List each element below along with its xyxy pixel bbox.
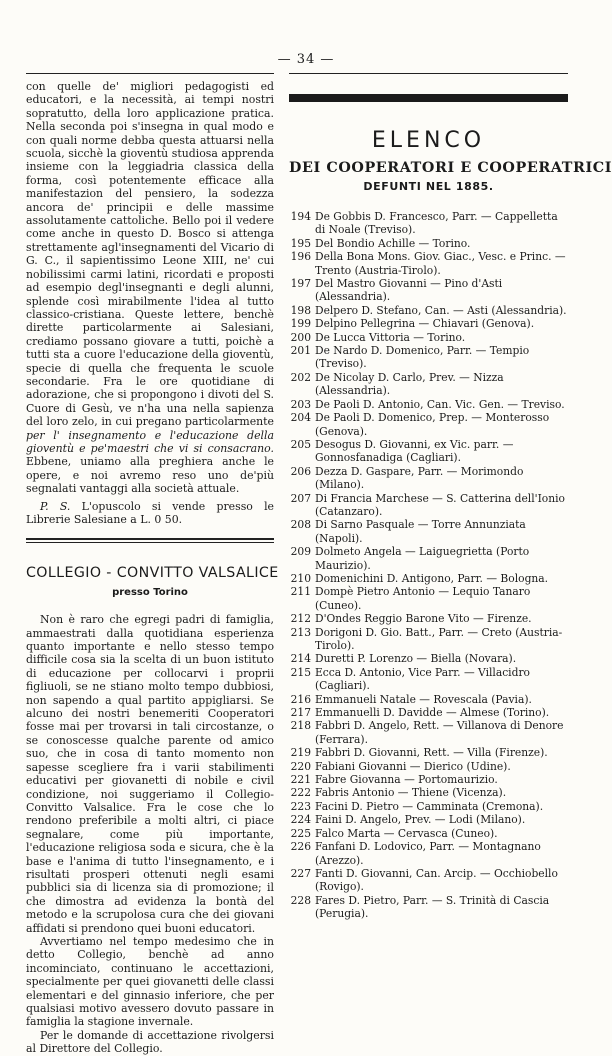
entry-number: 228 xyxy=(290,893,311,907)
entry-number: 220 xyxy=(290,759,311,773)
paragraph-collegio: Non è raro che egregi padri di famiglia, ammaestrati dalla quotidiana esperienza quanto importante e nello stesso tempo difficile cosa sia la scelta di un buon istituto di educazione per collocarvi i proprii figliuoli, se ne stiano molto tempo dubbiosi, non sapendo a qual partito appigliarsi. Se alcuno dei nostri benemeriti Cooperatori fosse mai per trovarsi in tali circostanze, o se conoscesse qualche parente od amico suo, che in cosa di tanto momento non sapesse scegliere fra i varii stabilimenti educativi per giovanetti di nobile e civil condizione, noi suggeriamo il Collegio-Convitto Valsalice. Fra le cose che lo rendono preferibile a molti altri, ci piace segnalare, come più importante, l'educazione religiosa soda e sicura, che è la base e l'anima di tutto l'insegnamento, e i risultati prosperi ottenuti negli esami pubblici sia di licenza sia di promozione; il che dimostra ad evidenza la bontà del metodo e la scrupolosa cura che dei giovani affidati si prendono quei buoni educatori. xyxy=(26,613,274,935)
entry-number: 221 xyxy=(290,773,311,787)
entry-number: 223 xyxy=(290,799,311,813)
entry-number: 205 xyxy=(290,437,311,451)
list-item xyxy=(289,237,568,250)
list-item xyxy=(289,438,568,465)
entry-number: 219 xyxy=(290,746,311,760)
entry-text: Falco Marta — Cervasca (Cuneo). xyxy=(315,826,498,840)
entry-list xyxy=(289,210,568,921)
postscript-text: L'opuscolo si vende presso le Librerie Salesiane a L. 0 50. xyxy=(26,499,274,526)
paragraph-domande: Per le domande di accettazione rivolgersi al Direttore del Collegio. xyxy=(26,1028,274,1056)
header-rule-left xyxy=(26,73,274,74)
list-item xyxy=(289,626,568,653)
entry-number: 202 xyxy=(290,370,311,384)
entry-number: 206 xyxy=(290,464,311,478)
entry-text: Dezza D. Gaspare, Parr. — Morimondo (Milano). xyxy=(315,464,524,492)
list-item xyxy=(289,371,568,398)
list-item xyxy=(289,719,568,746)
entry-number: 214 xyxy=(290,652,311,666)
heading-bar xyxy=(289,94,568,102)
cooperatori-heading: DEI COOPERATORI E COOPERATRICI xyxy=(289,160,612,176)
entry-text: Del Bondio Achille — Torino. xyxy=(315,236,471,250)
entry-text: Di Sarno Pasquale — Torre Annunziata (Napoli). xyxy=(315,518,526,545)
list-item xyxy=(289,666,568,693)
list-item xyxy=(289,760,568,773)
entry-number: 204 xyxy=(290,411,311,425)
list-item xyxy=(289,800,568,813)
entry-number: 207 xyxy=(290,491,311,505)
entry-text: Delpino Pellegrina — Chiavari (Genova). xyxy=(315,317,535,331)
entry-number: 208 xyxy=(290,518,311,532)
defunti-heading: DEFUNTI NEL 1885. xyxy=(363,180,494,193)
list-item xyxy=(289,746,568,759)
entry-text: De Nicolay D. Carlo, Prev. — Nizza (Alessandria). xyxy=(315,370,504,398)
page-number: — 34 — xyxy=(277,52,335,67)
list-item xyxy=(289,867,568,894)
paragraph-accettazioni: Avvertiamo nel tempo medesimo che in detto Collegio, benchè ad anno incominciato, continuano le accettazioni, specialmente per quei giovanetti delle classi elementari e del ginnasio inferiore, che per qualsiasi motivo avessero dovuto passare in famiglia la stagione invernale. xyxy=(26,934,274,1029)
list-item xyxy=(289,411,568,438)
entry-number: 227 xyxy=(290,866,311,880)
list-item xyxy=(289,773,568,786)
entry-text: De Paoli D. Antonio, Can. Vic. Gen. — Treviso. xyxy=(315,397,565,411)
entry-text: Fabiani Giovanni — Dierico (Udine). xyxy=(315,759,511,773)
entry-number: 198 xyxy=(290,303,311,317)
list-item xyxy=(289,518,568,545)
entry-text: Ecca D. Antonio, Vice Parr. — Villacidro (Cagliari). xyxy=(315,665,530,693)
entry-text: D'Ondes Reggio Barone Vito — Firenze. xyxy=(315,612,532,626)
paragraph-intro-italic: per l' insegnamento e l'educazione della gioventù e pe'maestri che vi si consacrano. xyxy=(26,428,274,455)
entry-text: Dompè Pietro Antonio — Lequio Tanaro (Cuneo). xyxy=(315,585,531,612)
entry-text: De Paoli D. Domenico, Prep. — Monterosso (Genova). xyxy=(315,411,550,438)
entry-number: 216 xyxy=(290,692,311,706)
entry-number: 195 xyxy=(290,236,311,250)
list-item xyxy=(289,786,568,799)
paragraph-intro-end: Ebbene, uniamo alla preghiera anche le opere, e noi avremo reso uno de'più segnalati vantaggi alla società attuale. xyxy=(26,455,274,496)
list-item xyxy=(289,585,568,612)
entry-number: 210 xyxy=(290,571,311,585)
entry-text: De Nardo D. Domenico, Parr. — Tempio (Treviso). xyxy=(315,344,530,371)
entry-text: Dorigoni D. Gio. Batt., Parr. — Creto (Austria-Tirolo). xyxy=(315,625,563,652)
entry-number: 224 xyxy=(290,813,311,827)
list-item xyxy=(289,331,568,344)
entry-number: 222 xyxy=(290,786,311,800)
list-item xyxy=(289,317,568,330)
paragraph-intro-text: con quelle de' migliori pedagogisti ed educatori, e la necessità, ai tempi nostri sopratutto, della loro applicazione pratica. Nella seconda poi s'insegna in qual modo e con quali norme debba questa attuarsi nella scuola, sicchè la gioventù studiosa apprenda insieme con la leggiadria classica della forma, così potentemente efficace alla manifestazion del pensiero, la sodezza ancora de' principii e delle massime assolutamente cattoliche. Bello poi il vedere come anche in questo D. Bosco si attenga strettamente agl'insegnamenti del Vicario di G. C., il sapientissimo Leone XIII, ne' cui nobilissimi carmi latini, ricordati e proposti ad esempio degl'insegnanti e degli alunni, splende così mirabilmente l'idea al tutto classico-cristiana. Queste lettere, benchè dirette particolarmente ai Salesiani, crediamo possano giovare a tutti, poichè a tutti sta a cuore l'educazione della gioventù, specie di quella che frequenta le scuole secondarie. Fra le ore quotidiane di adorazione, che si propongono i divoti del S. Cuore di Gesù, ve n'ha una nella sapienza del loro zelo, in cui pregano particolarmente xyxy=(26,80,274,429)
list-item xyxy=(289,652,568,665)
list-item xyxy=(289,894,568,921)
list-item xyxy=(289,465,568,492)
entry-number: 203 xyxy=(290,397,311,411)
entry-number: 197 xyxy=(290,277,311,291)
list-item xyxy=(289,250,568,277)
entry-text: Fanfani D. Lodovico, Parr. — Montagnano (Arezzo). xyxy=(315,840,541,867)
left-column xyxy=(26,80,279,1056)
entry-text: Fanti D. Giovanni, Can. Arcip. — Occhiobello (Rovigo). xyxy=(315,866,558,894)
entry-text: Del Mastro Giovanni — Pino d'Asti (Alessandria). xyxy=(315,277,503,304)
postscript xyxy=(26,500,274,527)
list-item xyxy=(289,840,568,867)
entry-number: 211 xyxy=(290,585,311,599)
list-item xyxy=(289,398,568,411)
entry-text: Faini D. Angelo, Prev. — Lodi (Milano). xyxy=(315,813,526,827)
list-item xyxy=(289,813,568,826)
entry-text: Desogus D. Giovanni, ex Vic. parr. — Gonnosfanadiga (Cagliari). xyxy=(315,437,514,465)
entry-text: Delpero D. Stefano, Can. — Asti (Alessandria). xyxy=(315,303,567,317)
entry-number: 199 xyxy=(290,317,311,331)
entry-text: De Gobbis D. Francesco, Parr. — Cappelletta di Noale (Treviso). xyxy=(315,210,558,237)
entry-text: Duretti P. Lorenzo — Biella (Novara). xyxy=(315,652,517,666)
list-item xyxy=(289,210,568,237)
entry-number: 201 xyxy=(290,344,311,358)
list-item xyxy=(289,612,568,625)
entry-text: Domenichini D. Antigono, Parr. — Bologna. xyxy=(315,571,549,585)
list-item xyxy=(289,706,568,719)
list-item xyxy=(289,344,568,371)
list-item xyxy=(289,492,568,519)
collegio-title: COLLEGIO - CONVITTO VALSALICE xyxy=(26,565,279,582)
list-item xyxy=(289,693,568,706)
entry-number: 218 xyxy=(290,719,311,733)
section-divider xyxy=(26,538,274,540)
paragraph-intro xyxy=(26,80,274,496)
entry-text: Facini D. Pietro — Camminata (Cremona). xyxy=(315,799,544,813)
entry-text: Dolmeto Angela — Laiguegrietta (Porto Maurizio). xyxy=(315,545,530,572)
postscript-label: P. S. xyxy=(40,499,71,513)
entry-number: 194 xyxy=(290,210,311,223)
entry-number: 209 xyxy=(290,545,311,559)
entry-number: 213 xyxy=(290,625,311,639)
entry-number: 225 xyxy=(290,826,311,840)
section-divider-thin xyxy=(26,542,274,543)
header-rule-right xyxy=(289,73,568,74)
entry-text: Fabris Antonio — Thiene (Vicenza). xyxy=(315,786,507,800)
entry-number: 215 xyxy=(290,665,311,679)
right-column xyxy=(289,80,612,921)
entry-text: Fabre Giovanna — Portomaurizio. xyxy=(315,773,498,787)
entry-number: 226 xyxy=(290,840,311,854)
collegio-subtitle: presso Torino xyxy=(112,586,188,598)
entry-number: 200 xyxy=(290,330,311,344)
elenco-heading: ELENCO xyxy=(371,128,486,153)
entry-text: Fabbri D. Angelo, Rett. — Villanova di Denore (Ferrara). xyxy=(315,719,564,746)
entry-text: Della Bona Mons. Giov. Giac., Vesc. e Princ. — Trento (Austria-Tirolo). xyxy=(315,250,566,277)
list-item xyxy=(289,277,568,304)
entry-text: Fares D. Pietro, Parr. — S. Trinità di Cascia (Perugia). xyxy=(315,893,550,921)
entry-number: 217 xyxy=(290,706,311,720)
list-item xyxy=(289,545,568,572)
entry-number: 196 xyxy=(290,250,311,264)
entry-text: De Lucca Vittoria — Torino. xyxy=(315,330,466,344)
list-item xyxy=(289,827,568,840)
entry-text: Di Francia Marchese — S. Catterina dell'Ionio (Catanzaro). xyxy=(315,491,565,518)
list-item xyxy=(289,304,568,317)
entry-number: 212 xyxy=(290,612,311,626)
entry-text: Fabbri D. Giovanni, Rett. — Villa (Firenze). xyxy=(315,746,548,760)
list-item xyxy=(289,572,568,585)
entry-text: Emmanuelli D. Davidde — Almese (Torino). xyxy=(315,706,550,720)
entry-text: Emmanueli Natale — Rovescala (Pavia). xyxy=(315,692,532,706)
